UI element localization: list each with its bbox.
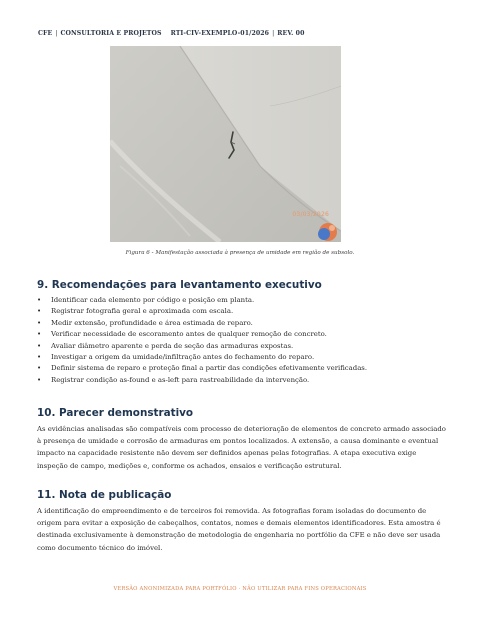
list-item: • Avaliar diâmetro aparente e perda de seção das armaduras expostas. xyxy=(37,341,367,352)
section-9-title: 9. Recomendações para levantamento executivo xyxy=(37,279,322,291)
list-item: • Registrar fotografia geral e aproximada com escala. xyxy=(37,306,367,317)
header-separator: | xyxy=(55,30,58,37)
header-doc-code: RTI-CIV-EXEMPLO-01/2026 xyxy=(170,30,270,37)
footer-notice: VERSÃO ANONIMIZADA PARA PORTFÓLIO · NÃO UTILIZAR PARA FINS OPERACIONAIS xyxy=(113,586,367,592)
list-item: • Medir extensão, profundidade e área estimada de reparo. xyxy=(37,318,367,329)
section-11-title: 11. Nota de publicação xyxy=(37,489,172,501)
header-revision: REV. 00 xyxy=(277,30,305,37)
section-10-title: 10. Parecer demonstrativo xyxy=(37,407,194,419)
recommendations-list xyxy=(37,295,367,386)
section-10-paragraph: As evidências analisadas são compatíveis com processo de deterioração de elementos de concreto armado associado à presença de umidade e corrosão de armaduras em pontos localizados. A extensão, a causa dominante e eventual impacto na capacidade resistente não devem ser definidos apenas pelas fotografias. A etapa executiva exige inspeção de campo, medições e, conforme os achados, ensaios e verificação estrutural. xyxy=(37,425,446,470)
list-item: • Registrar condição as-found e as-left para rastreabilidade da intervenção. xyxy=(37,375,367,386)
document-header xyxy=(38,30,304,37)
list-item: • Investigar a origem da umidade/infiltração antes do fechamento do reparo. xyxy=(37,352,367,363)
figure-caption: Figura 6 - Manifestação associada à presença de umidade em região de subsolo. xyxy=(125,250,355,256)
header-division: CONSULTORIA E PROJETOS xyxy=(60,30,162,37)
photo-date-stamp: 03/03/2026 xyxy=(292,211,329,218)
list-item: • Identificar cada elemento por código e posição em planta. xyxy=(37,295,367,306)
list-item: • Verificar necessidade de escoramento antes de qualquer remoção de concreto. xyxy=(37,329,367,340)
figure-photo xyxy=(110,46,341,242)
header-separator: | xyxy=(272,30,275,37)
header-company: CFE xyxy=(38,30,53,37)
section-11-paragraph: A identificação do empreendimento e de terceiros foi removida. As fotografias foram isoladas do documento de origem para evitar a exposição de cabeçalhos, contatos, nomes e demais elementos identificadores. Esta amostra é destinada exclusivamente à demonstração de metodologia de engenharia no portfólio da CFE e não deve ser usada como documento técnico do imóvel. xyxy=(37,507,441,552)
list-item: • Definir sistema de reparo e proteção final a partir das condições efetivamente verificadas. xyxy=(37,363,367,374)
